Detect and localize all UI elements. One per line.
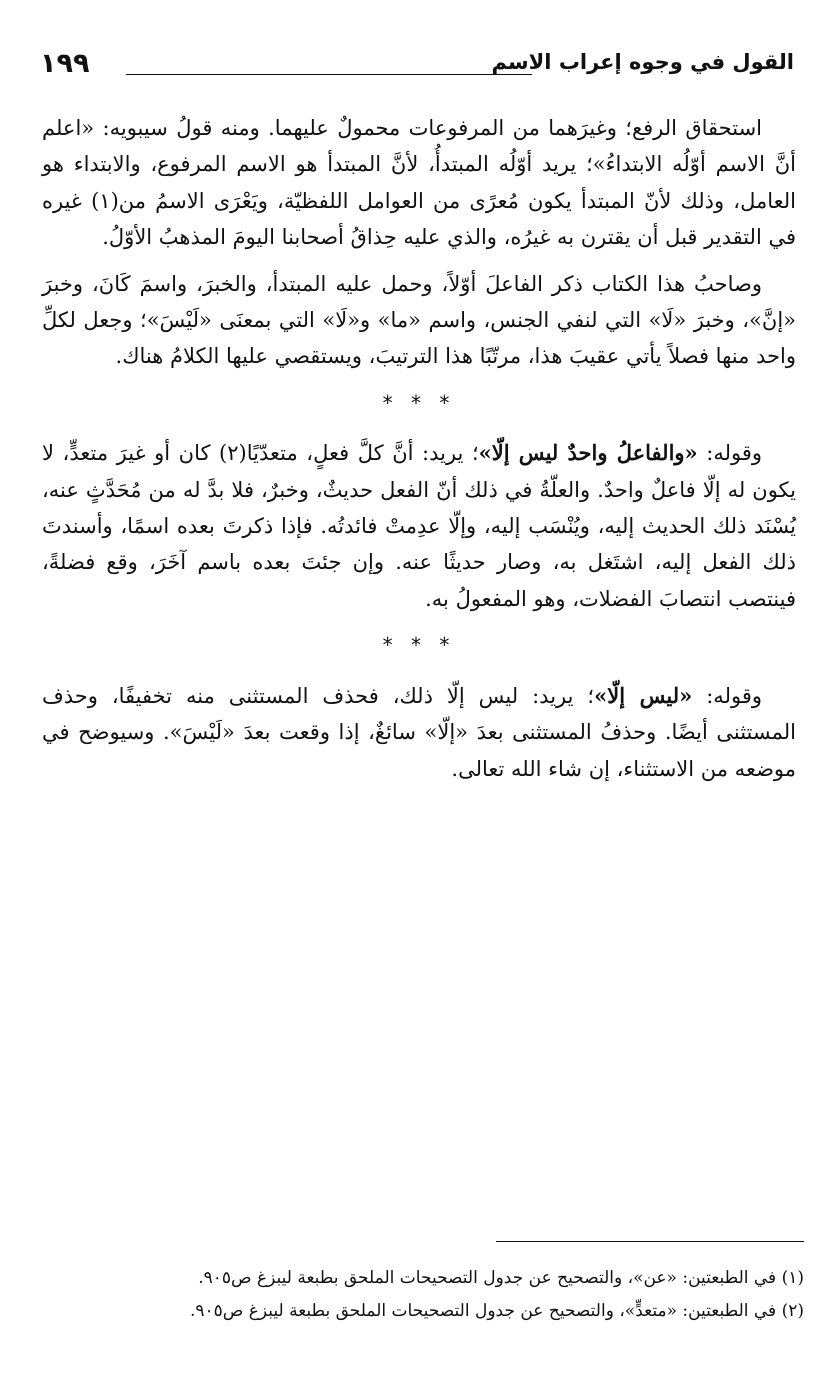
running-title: القول في وجوه إعراب الاسم [491,50,794,74]
footnote-rule [496,1241,804,1242]
paragraph-4-quote: «ليس إلّا» [594,682,693,708]
section-separator: * * * [382,633,456,658]
page-header [40,44,794,90]
footnote-1: (١) في الطبعتين: «عن»، والتصحيح عن جدول التصحيحات الملحق بطبعة ليبزغ ص٩٠٥. [198,1268,804,1288]
paragraph-2: وصاحبُ هذا الكتاب ذكر الفاعلَ أوّلاً، وحمل عليه المبتدأ، والخبرَ، واسمَ كَانَ، وخبرَ «إنَّ»، وخبرَ «لَا» التي لنفي الجنس، واسم «ما» و«لَا» التي بمعنَى «لَيْسَ»؛ وجعل لكلِّ واحد منها فصلاً يأتي عقيبَ هذا، مرتّبًا هذا الترتيبَ، ويستقصي عليها الكلامُ هناك. [42,271,796,369]
page-number: ١٩٩ [40,48,90,79]
paragraph-1: استحقاق الرفع؛ وغيرَهما من المرفوعات محمولٌ عليهما. ومنه قولُ سيبويه: «اعلم أنَّ الاسم أوّلُه الابتداءُ»؛ يريد أوّلُه المبتدأُ، لأنَّ المبتدأ هو الاسم المرفوع، والابتداء هو العامل، وذلك لأنّ المبتدأ يكون مُعرًى من العوامل اللفظيّة، ويَعْرَى الاسمُ من(١) غيره في التقدير قبل أن يقترن به غيرُه، والذي عليه حِذاقُ أصحابنا اليومَ المذهبُ الأوّلُ. [42,116,796,250]
footnotes [120,1262,804,1328]
footnote-2: (٢) في الطبعتين: «متعدٍّ»، والتصحيح عن جدول التصحيحات الملحق بطبعة ليبزغ ص٩٠٥. [189,1301,804,1321]
paragraph-3 [42,435,796,617]
paragraph-4-text: ؛ يريد: ليس إلّا ذلك، فحذف المستثنى منه تخفيفًا، وحذف المستثنى أيضًا. وحذفُ المستثنى بعدَ «إلّا» سائغٌ، إذا وقعت بعدَ «لَيْسَ». وسيوضح في موضعه من الاستثناء، إن شاء الله تعالى. [42,683,796,781]
paragraph-3-text: ؛ يريد: أنَّ كلَّ فعلٍ، متعدّيًا(٢) كان أو غيرَ متعدٍّ، لا يكون له إلّا فاعلٌ واحدٌ. والعلّةُ في ذلك أنّ الفعل حديثٌ، وخبرٌ، فلا بدَّ له من مُحَدَّثٍ عنه، يُسْنَد ذلك الحديث إليه، ويُنْسَب إليه، وإلّا عدِمتْ فائدتُه. فإذا ذكرتَ بعده اسمًا، وأسندتَ ذلك الفعل إليه، اشتَغل به، وصار حديثًا عنه. وإن جئتَ بعده باسم آخَرَ، وقع فضلةً، فينتصب انتصابَ الفضلات، وهو المفعولُ به. [42,441,796,611]
paragraph-3-intro: وقوله: [697,441,763,466]
section-separator: * * * [382,390,456,415]
paragraph-4-intro: وقوله: [692,683,762,708]
main-text [42,110,796,787]
paragraph-4 [42,678,796,787]
header-rule [126,74,532,75]
paragraph-3-quote: «والفاعلُ واحدٌ ليس إلّا» [478,440,698,466]
